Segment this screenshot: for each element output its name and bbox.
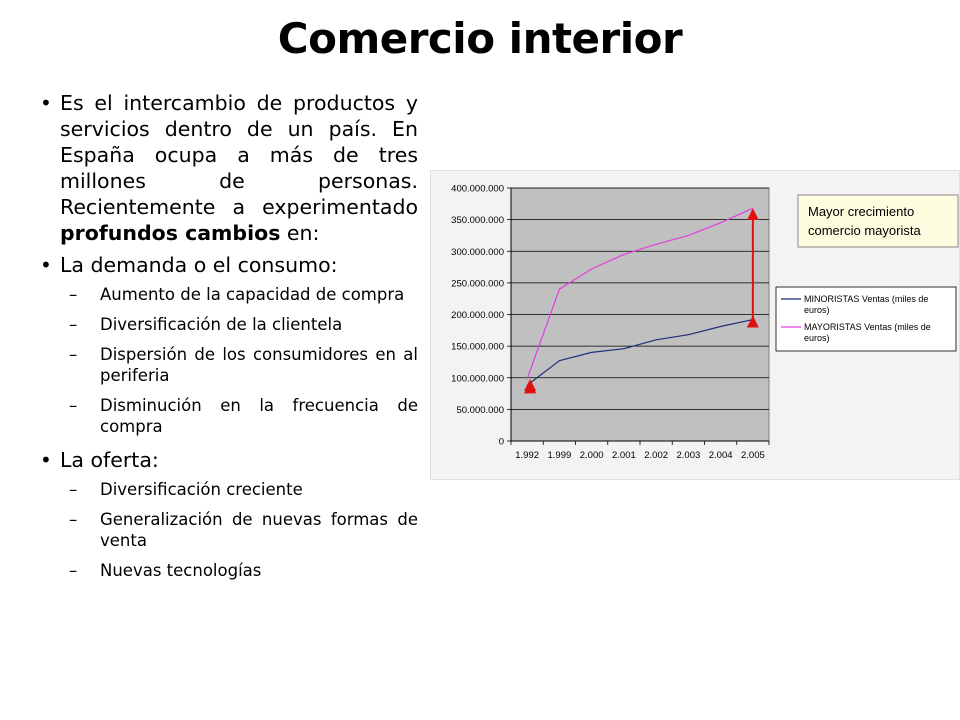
bullet-symbol: • — [40, 448, 52, 472]
legend-label-line: MINORISTAS Ventas (miles de — [804, 294, 929, 304]
x-tick-label: 1.999 — [547, 450, 572, 461]
x-tick-label: 1.992 — [515, 450, 540, 461]
x-tick-label: 2.005 — [740, 450, 765, 461]
bullet-text-part: Es el intercambio de productos y servicios dentro de un país. En España ocupa a más de tres millones de personas. Recientemente a experimentado — [60, 91, 418, 219]
sub-bullet-item — [60, 560, 418, 581]
dash-symbol: – — [69, 345, 78, 364]
sub-bullet-text: Diversificación creciente — [100, 480, 303, 499]
y-tick-label: 0 — [498, 436, 504, 448]
y-tick-label: 250.000.000 — [451, 278, 504, 290]
sub-bullet-item — [60, 395, 418, 437]
bullet-item — [40, 90, 418, 246]
x-tick-label: 2.004 — [708, 450, 733, 461]
sub-bullet-text: Disminución en la frecuencia de compra — [100, 396, 418, 436]
dash-symbol: – — [69, 315, 78, 334]
x-tick-label: 2.003 — [676, 450, 701, 461]
legend-label-line: euros) — [804, 305, 830, 315]
dash-symbol: – — [69, 480, 78, 499]
slide-body — [40, 90, 418, 591]
dash-symbol: – — [69, 396, 78, 415]
annotation-box — [798, 195, 958, 247]
sub-bullet-text: Generalización de nuevas formas de venta — [100, 510, 418, 550]
annotation-frame — [798, 195, 958, 247]
y-axis-ticks — [451, 184, 511, 448]
bullet-text-bold: profundos cambios — [60, 221, 281, 245]
bullet-text — [60, 90, 418, 246]
chart-legend — [776, 287, 956, 351]
chart-svg — [431, 171, 959, 479]
sub-bullet-text: Nuevas tecnologías — [100, 561, 262, 580]
sub-bullet-item — [60, 344, 418, 386]
bullet-list — [40, 90, 418, 581]
bullet-text-part: en: — [280, 221, 320, 245]
bullet-symbol: • — [40, 253, 52, 277]
slide-title: Comercio interior — [277, 14, 683, 63]
x-tick-label: 2.001 — [611, 450, 636, 461]
x-tick-label: 2.002 — [644, 450, 669, 461]
sub-bullet-text: Dispersión de los consumidores en al periferia — [100, 345, 418, 385]
sub-bullet-item — [60, 314, 418, 335]
legend-label-line: MAYORISTAS Ventas (miles de — [804, 322, 931, 332]
sub-bullet-list — [60, 479, 418, 581]
sub-bullet-text: Diversificación de la clientela — [100, 315, 343, 334]
bullet-item — [40, 252, 418, 437]
sub-bullet-item — [60, 479, 418, 500]
x-tick-label: 2.000 — [579, 450, 604, 461]
y-tick-label: 100.000.000 — [451, 373, 504, 385]
annotation-text-line: comercio mayorista — [808, 223, 921, 238]
bullet-text: La oferta: — [60, 448, 159, 472]
bullet-symbol: • — [40, 91, 52, 115]
y-tick-label: 150.000.000 — [451, 341, 504, 353]
y-tick-label: 350.000.000 — [451, 215, 504, 227]
y-tick-label: 400.000.000 — [451, 183, 504, 195]
dash-symbol: – — [69, 561, 78, 580]
bullet-text: La demanda o el consumo: — [60, 253, 338, 277]
sub-bullet-item — [60, 284, 418, 305]
y-tick-label: 200.000.000 — [451, 310, 504, 321]
sub-bullet-item — [60, 509, 418, 551]
dash-symbol: – — [69, 285, 78, 304]
dash-symbol: – — [69, 510, 78, 529]
sub-bullet-list — [60, 284, 418, 437]
legend-label-line: euros) — [804, 333, 830, 343]
annotation-text-line: Mayor crecimiento — [808, 204, 915, 219]
y-tick-label: 300.000.000 — [451, 246, 504, 258]
sales-chart — [430, 170, 960, 480]
x-axis-ticks — [511, 441, 769, 461]
bullet-item — [40, 447, 418, 581]
y-tick-label: 50.000.000 — [456, 404, 504, 416]
sub-bullet-text: Aumento de la capacidad de compra — [100, 285, 405, 304]
